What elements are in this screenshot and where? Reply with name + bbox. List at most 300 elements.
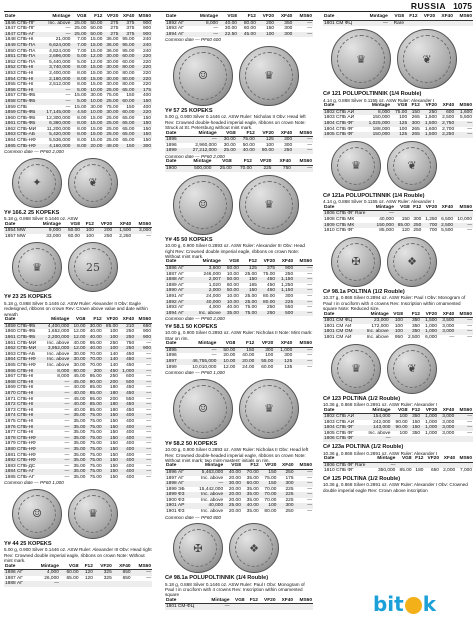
table-cell: 20.00 bbox=[224, 492, 242, 498]
table-cell: 250 bbox=[119, 346, 135, 352]
table-cell: 40.00 bbox=[237, 148, 256, 154]
table-cell: 5,536,000 bbox=[49, 138, 71, 144]
table-cell: 35.00 bbox=[73, 474, 86, 480]
column-header: XF40 bbox=[438, 408, 455, 414]
table-cell: 8.00 bbox=[77, 82, 87, 88]
table-cell: — bbox=[135, 469, 152, 475]
table-cell: 20.00 bbox=[236, 359, 255, 365]
catalog-description: 10.00 g, 0.900 Silver 0.2893 oz. ASW Ruler: Nicholas II Note: Mint mark: Star on rim. bbox=[165, 330, 313, 341]
table-cell: 250 bbox=[285, 509, 294, 515]
table-cell: 150,000 bbox=[362, 132, 391, 138]
table-cell: 25.00 bbox=[240, 300, 258, 306]
table-cell: 1850 СПБ-ПА bbox=[5, 48, 36, 54]
table-cell: 2,250 bbox=[119, 233, 132, 239]
table-cell: 3,000 bbox=[442, 430, 455, 436]
table-cell: — bbox=[307, 353, 312, 359]
table-cell: 1806 СПБ ФГ Rare bbox=[323, 462, 373, 468]
catalog-description: 10.37 g, 0.868 Silver 0.2894 oz. ASW Ruler: Paul I Obv: Monogram of Paul I in cruciform with 4 crowns Rev: Inscription within ornamented square Note: Reduced size. bbox=[323, 295, 466, 312]
table-cell: 450 bbox=[267, 282, 276, 288]
table-cell: 21,000 bbox=[55, 37, 71, 43]
table-cell: 550 bbox=[285, 305, 294, 311]
column-header: VF20 bbox=[421, 103, 438, 109]
table-cell: 125 bbox=[274, 359, 293, 365]
table-cell: 95.00 bbox=[89, 340, 102, 346]
table-cell: 3,000 bbox=[438, 425, 455, 431]
column-header: VG8 bbox=[389, 14, 405, 20]
column-header: MS60 bbox=[455, 408, 473, 414]
table-cell: 140 bbox=[109, 363, 118, 368]
table-cell: 1801 СМ ФЦ bbox=[323, 20, 362, 26]
mintage-table bbox=[165, 14, 313, 37]
table-cell: — bbox=[65, 26, 71, 32]
table-cell: 300 bbox=[277, 503, 294, 509]
column-header: Mintage bbox=[35, 222, 62, 228]
column-header: VG8 bbox=[222, 259, 240, 265]
table-cell: 60.00 bbox=[243, 26, 256, 32]
table-cell: 95.00 bbox=[122, 37, 135, 43]
table-cell: 350 bbox=[275, 20, 293, 26]
table-cell: 246,000 bbox=[203, 271, 221, 277]
table-cell: 1894 АГ bbox=[165, 311, 191, 317]
table-cell: 250 bbox=[421, 109, 438, 115]
coin-images bbox=[331, 237, 473, 287]
column-header: VF20 bbox=[257, 14, 275, 20]
table-cell: 15.00 bbox=[74, 93, 87, 99]
column-header: F12 bbox=[411, 205, 423, 211]
table-cell: 75.00 bbox=[89, 441, 102, 447]
table-cell: 60.00 bbox=[67, 233, 80, 239]
table-cell: 100 bbox=[390, 318, 404, 324]
table-cell: 15.00 bbox=[90, 126, 103, 132]
table-cell: 1900 ФЗ bbox=[166, 497, 185, 503]
table-cell: — bbox=[307, 509, 312, 515]
table-cell: — bbox=[295, 503, 313, 509]
table-cell: 1859 СПБ-ФБ bbox=[4, 110, 42, 116]
table-cell: 450 bbox=[258, 277, 276, 283]
table-cell: — bbox=[293, 359, 313, 365]
table-cell: 1,000 bbox=[421, 425, 438, 431]
column-header: Date bbox=[4, 317, 42, 323]
table-cell: 240 bbox=[142, 37, 151, 43]
table-cell: 1864 СПБ-НФ bbox=[5, 138, 36, 144]
table-row bbox=[4, 374, 152, 380]
mintage-table bbox=[323, 312, 473, 341]
table-cell: 250 bbox=[104, 233, 113, 239]
table-row bbox=[4, 99, 152, 105]
table-cell: 17,145,000 bbox=[42, 110, 72, 116]
table-cell: 150 bbox=[126, 104, 135, 110]
table-cell: — bbox=[467, 228, 472, 234]
table-cell: 20.00 bbox=[228, 509, 241, 515]
table-cell: 1802 СПБ АИ bbox=[323, 109, 362, 115]
table-cell: 150 bbox=[103, 458, 119, 464]
table-cell: — bbox=[65, 93, 71, 99]
column-header: F12 bbox=[246, 598, 259, 604]
table-cell: — bbox=[293, 32, 313, 38]
table-cell: 900 bbox=[142, 26, 151, 32]
table-cell: 40,000 bbox=[191, 300, 222, 306]
table-cell: — bbox=[135, 402, 152, 408]
table-cell: 200 bbox=[86, 369, 102, 375]
table-cell: 1856 СПБ-НІ bbox=[4, 88, 42, 94]
table-cell: 1872 СПБ-НІ bbox=[4, 402, 42, 408]
table-cell: 1877 СПБ-НІ bbox=[5, 430, 34, 436]
table-cell: 1847 СПБ-АГ bbox=[4, 32, 42, 38]
table-cell: 650 bbox=[135, 323, 152, 329]
column-header: F12 bbox=[233, 159, 253, 165]
table-cell bbox=[94, 581, 113, 587]
coin-reverse-image: ❦ bbox=[397, 29, 457, 89]
column-header: VF20 bbox=[255, 341, 274, 347]
table-cell: 1855 СПБ-НІ bbox=[5, 82, 34, 88]
table-cell: 75.00 bbox=[86, 447, 102, 453]
table-cell: 1846 СПБ-ПГ bbox=[4, 20, 42, 26]
column-header: Mintage bbox=[373, 456, 396, 462]
table-cell: — bbox=[295, 469, 313, 475]
table-cell: 100 bbox=[109, 329, 118, 335]
table-cell: 35.00 bbox=[246, 509, 259, 515]
table-cell: — bbox=[146, 430, 151, 436]
table-cell: — bbox=[307, 497, 312, 503]
table-cell: — bbox=[454, 223, 473, 229]
column-header: Mintage bbox=[42, 317, 70, 323]
table-cell: 10,010,000 bbox=[192, 364, 217, 370]
table-cell: 200 bbox=[109, 396, 118, 402]
table-cell: 30.00 bbox=[106, 82, 119, 88]
table-cell: 1875 СПБ-НІ bbox=[5, 418, 34, 424]
coin-images bbox=[331, 141, 473, 191]
coin-reverse-image: 25 bbox=[68, 242, 118, 292]
coin-images bbox=[173, 379, 313, 439]
table-cell: Inc. above bbox=[201, 497, 224, 503]
table-cell bbox=[438, 436, 455, 442]
table-cell: 120 bbox=[401, 228, 410, 234]
table-cell: 1863 СПБ-АБ bbox=[4, 132, 42, 138]
column-header: F12 bbox=[404, 312, 421, 318]
column-header: Date bbox=[165, 463, 191, 469]
column-header: MS60 bbox=[456, 456, 473, 462]
table-cell: 45.00 bbox=[73, 396, 86, 402]
table-cell: 25.00 bbox=[106, 115, 119, 121]
table-cell: 1879 СПБ-НФ bbox=[5, 441, 36, 447]
table-cell: 120 bbox=[84, 575, 93, 581]
table-cell: 125 bbox=[391, 132, 408, 138]
table-cell: 10.00 bbox=[217, 359, 236, 365]
table-row bbox=[323, 20, 473, 26]
table-cell: 6,624,000 bbox=[42, 43, 72, 49]
table-row bbox=[4, 447, 152, 453]
table-cell: 30.00 bbox=[224, 26, 237, 32]
table-cell: 36.00 bbox=[103, 43, 119, 49]
column-header: MS60 bbox=[455, 312, 473, 318]
table-cell: 1896 bbox=[166, 353, 177, 359]
table-footer: Common date — PF60 1,000 bbox=[4, 480, 64, 486]
table-cell: 3,000 bbox=[442, 323, 455, 329]
column-header: VG8 bbox=[212, 159, 232, 165]
column-header: F12 bbox=[237, 131, 256, 137]
column-header: MS60 bbox=[294, 259, 313, 265]
table-cell: 150 bbox=[135, 121, 152, 127]
table-cell: — bbox=[307, 486, 312, 492]
table-cell: 30.00 bbox=[103, 65, 119, 71]
column-header: Date bbox=[165, 341, 182, 347]
table-cell: 4,000 bbox=[208, 305, 221, 311]
table-cell: 95.00 bbox=[122, 48, 135, 54]
table-cell: 75.00 bbox=[244, 305, 257, 311]
table-cell: 1873 СПБ-НІ bbox=[5, 407, 34, 413]
table-cell: 60.00 bbox=[119, 54, 135, 60]
table-cell: 8.00 bbox=[71, 77, 87, 83]
table-cell: 80.00 bbox=[256, 148, 275, 154]
table-cell: 1861 СПБ-ФБ bbox=[4, 121, 42, 127]
table-cell: 75.00 bbox=[89, 463, 102, 469]
table-cell: — bbox=[64, 463, 70, 469]
table-cell: 200 bbox=[257, 20, 275, 26]
table-cell: 8,000 bbox=[362, 109, 391, 115]
table-cell: 8.00 bbox=[71, 121, 87, 127]
column-header: Mintage bbox=[191, 259, 222, 265]
table-cell: 20.00 bbox=[228, 475, 241, 481]
column-header: VG8 bbox=[217, 341, 236, 347]
table-cell: — bbox=[42, 99, 72, 105]
table-cell: 60.00 bbox=[226, 282, 239, 288]
table-cell: 175 bbox=[135, 88, 152, 94]
catalog-description: 10.00 g, 0.900 Silver 0.2893 oz. ASW Ruler: Nicholas II Obv: Head left Rev: Crowned double-headed imperial eagle, ribbons on crown Note: Without mint mark; two mint-masters' initials on rim. bbox=[165, 447, 309, 463]
table-cell: 3,000 bbox=[442, 419, 455, 425]
table-cell: 400 bbox=[126, 430, 135, 436]
table-cell: — bbox=[135, 391, 152, 397]
table-cell: 1810 СПБ ФГ bbox=[324, 228, 354, 234]
table-cell: 30.00 bbox=[103, 54, 119, 60]
table-cell: 35.00 bbox=[70, 469, 86, 475]
table-cell: 3,952,000 bbox=[42, 346, 70, 352]
table-cell: 12.00 bbox=[73, 329, 86, 335]
table-cell: 65.00 bbox=[119, 121, 135, 127]
table-cell: 154,000 bbox=[362, 414, 391, 420]
table-row bbox=[4, 458, 152, 464]
column-header: Mintage bbox=[362, 14, 388, 20]
table-cell: 150 bbox=[109, 474, 118, 480]
table-cell: — bbox=[307, 142, 312, 148]
catalog-title: Y# 58.2 50 KOPEKS bbox=[165, 440, 218, 447]
table-cell: 60.00 bbox=[242, 481, 260, 487]
catalog-title: Y# 166.2 25 KOPEKS bbox=[4, 209, 60, 216]
column-header: XF40 bbox=[119, 317, 135, 323]
table-cell: 265 bbox=[411, 126, 420, 132]
column-header: Date bbox=[4, 564, 32, 570]
table-cell: 1857 СПБ-ФБ bbox=[5, 93, 36, 99]
column-header: VF20 bbox=[253, 159, 272, 165]
table-cell: — bbox=[467, 334, 472, 340]
column-header: F12 bbox=[238, 14, 257, 20]
table-cell: 20.00 bbox=[228, 497, 241, 503]
table-cell: 1808 СПБ МК bbox=[324, 216, 355, 222]
table-cell: 36.00 bbox=[106, 37, 119, 43]
coin-reverse-image: ❖ bbox=[229, 523, 279, 573]
coin-images bbox=[12, 158, 152, 208]
table-cell: 1900 bbox=[165, 165, 183, 171]
catalog-description: 10.00 g, 0.900 Silver 0.2893 oz. ASW Ruler: Alexander III Obv: Head right Rev: Crowned double imperial eagle, ribbons on crown Note: Without mint mark. bbox=[165, 243, 305, 259]
table-cell: 500 bbox=[276, 311, 294, 317]
table-cell bbox=[80, 581, 94, 587]
table-cell: 30.00 bbox=[90, 93, 103, 99]
table-cell: 350 bbox=[412, 430, 421, 436]
table-cell: 300 bbox=[277, 481, 294, 487]
table-cell: 1809 СПБ МК bbox=[323, 223, 372, 229]
table-row bbox=[165, 604, 313, 610]
table-cell: 500 bbox=[119, 380, 135, 386]
column-header: Mintage bbox=[360, 312, 389, 318]
table-cell: 375 bbox=[258, 265, 276, 271]
table-cell: 30.00 bbox=[218, 137, 237, 143]
table-cell: 1893 АГ bbox=[166, 26, 184, 32]
table-cell: 70.00 bbox=[264, 486, 277, 492]
table-cell bbox=[259, 604, 277, 610]
column-header: Mintage bbox=[204, 598, 230, 604]
table-cell: 220 bbox=[135, 110, 152, 116]
table-cell: — bbox=[455, 132, 473, 138]
table-row bbox=[4, 234, 152, 240]
table-cell: Inc. above bbox=[47, 363, 70, 368]
table-cell: — bbox=[146, 385, 151, 391]
table-cell: — bbox=[42, 413, 70, 419]
table-cell: 2,500 bbox=[407, 334, 420, 340]
table-cell: 1892 АГ bbox=[165, 20, 192, 26]
table-cell: 100 bbox=[399, 115, 408, 121]
table-cell: 40.00 bbox=[86, 346, 102, 352]
column-header: MS60 bbox=[454, 14, 473, 20]
table-footer: Common date — PF60 800 bbox=[165, 514, 221, 520]
table-cell: 35.00 bbox=[246, 486, 259, 492]
table-cell: — bbox=[65, 104, 71, 110]
table-cell: 25.00 bbox=[244, 271, 257, 277]
table-cell: — bbox=[293, 347, 313, 353]
table-cell: 3,000 bbox=[132, 228, 152, 234]
table-cell: 1868 СПБ-НІ bbox=[4, 380, 42, 386]
table-cell: — bbox=[295, 481, 313, 487]
table-cell: 1847 СПБ-ПГ bbox=[5, 26, 35, 32]
table-cell: 15.00 bbox=[90, 138, 103, 144]
table-cell: 400 bbox=[142, 93, 151, 99]
coin-reverse-image: ❦ bbox=[387, 344, 437, 394]
table-cell: 1866 СПБ-НІ bbox=[4, 369, 42, 375]
table-cell: 4,824,000 bbox=[49, 48, 71, 54]
table-cell: — bbox=[294, 311, 313, 317]
coin-obverse-image: ✦ bbox=[12, 158, 62, 208]
table-footer: Common date — PF60 2,000 bbox=[165, 153, 225, 159]
catalog-title: C# 98.1a POLUPOLTINNIK (1/4 Rouble) bbox=[165, 575, 269, 582]
table-cell: 150,000 bbox=[372, 223, 395, 229]
table-cell: — bbox=[182, 347, 217, 353]
table-cell: — bbox=[42, 436, 70, 442]
column-header: F12 bbox=[236, 341, 255, 347]
table-cell: — bbox=[42, 32, 72, 38]
table-cell: — bbox=[146, 418, 151, 424]
table-cell: — bbox=[135, 380, 152, 386]
table-cell: 400 bbox=[119, 458, 135, 464]
table-cell: 40.00 bbox=[219, 20, 238, 26]
table-cell: 5.00 bbox=[71, 88, 87, 94]
column-header: XF40 bbox=[277, 598, 295, 604]
catalog-title: C# 121 POLUPOLTINNIK (1/4 Rouble) bbox=[323, 91, 422, 98]
table-cell: 12.00 bbox=[70, 335, 86, 341]
table-cell: 50.00 bbox=[217, 347, 236, 353]
table-cell: 5,420,000 bbox=[42, 132, 72, 138]
table-cell: 1848 СПБ-НІ bbox=[5, 37, 34, 43]
column-3 bbox=[323, 14, 473, 636]
table-cell: 220 bbox=[142, 59, 151, 65]
section-title: RUSSIA bbox=[410, 1, 446, 11]
table-cell: 1,000 bbox=[421, 329, 438, 335]
table-cell: 1861 СПБ-ФБ bbox=[4, 335, 42, 341]
table-cell: 75.00 bbox=[89, 452, 102, 458]
table-row bbox=[323, 335, 473, 341]
table-cell: — bbox=[42, 380, 70, 386]
table-cell: 25.00 bbox=[224, 503, 242, 509]
coin-obverse-image: ✠ bbox=[173, 523, 223, 573]
catalog-description: 5.18 g, 0.868 Silver 0.1446 oz. ASW Ruler: Alexander II Obv: Eagle redesigned, ribbons on crown Rev: Crown above value and date within wreath bbox=[4, 301, 148, 317]
table-cell: 188,000 bbox=[372, 126, 390, 132]
mintage-table bbox=[165, 598, 313, 610]
table-row bbox=[4, 581, 152, 587]
table-cell: — bbox=[64, 418, 70, 424]
table-cell: 250 bbox=[258, 311, 276, 317]
table-cell: 150 bbox=[240, 288, 258, 294]
column-header: Mintage bbox=[42, 14, 72, 20]
table-cell: — bbox=[182, 137, 217, 143]
table-cell: 100 bbox=[394, 323, 403, 329]
table-cell: 1901 АР bbox=[165, 503, 191, 509]
table-cell: 3,500 bbox=[438, 318, 455, 324]
table-cell: 2,512,000 bbox=[49, 82, 71, 88]
column-header: Date bbox=[323, 312, 360, 318]
table-cell: 1892 АГ bbox=[165, 300, 191, 306]
table-cell: 300 bbox=[135, 144, 152, 150]
column-header: XF40 bbox=[274, 341, 293, 347]
table-cell: 26,000 bbox=[44, 575, 59, 581]
table-row bbox=[4, 391, 152, 397]
catalog-title: C# 121a POLUPOLTINNIK (1/4 Rouble) bbox=[323, 192, 425, 199]
table-cell: 1882 СПБ-НФ bbox=[4, 458, 42, 464]
catalog-description: 4.14 g, 0.868 Silver 0.1155 oz. ASW Ruler: Alexander I bbox=[323, 199, 435, 205]
column-header: XF40 bbox=[436, 14, 454, 20]
table-cell: 350 bbox=[404, 329, 421, 335]
table-cell: 1860 СПБ-ФБ bbox=[5, 115, 36, 121]
table-cell: 220 bbox=[142, 82, 151, 88]
table-cell: 100 bbox=[265, 142, 274, 148]
table-cell: 100 bbox=[399, 126, 408, 132]
table-cell: 1880 СПБ-НФ bbox=[4, 447, 42, 453]
table-cell: — bbox=[64, 385, 70, 391]
mintage-table bbox=[165, 159, 313, 171]
column-header: Mintage bbox=[183, 159, 212, 165]
table-cell: 1804 СПБ ФГ bbox=[323, 425, 362, 431]
table-cell: 8,000 bbox=[57, 374, 70, 380]
table-cell: 1862 СПБ-МИ bbox=[5, 126, 37, 132]
table-cell: — bbox=[294, 288, 313, 294]
table-cell: 15.00 bbox=[87, 65, 103, 71]
column-header: MS60 bbox=[454, 205, 473, 211]
table-cell: 1899 bbox=[166, 364, 177, 370]
table-cell: 36.00 bbox=[106, 48, 119, 54]
table-cell: 85.00 bbox=[86, 391, 102, 397]
column-header: F12 bbox=[80, 564, 94, 570]
table-cell: 1,025,000 bbox=[362, 121, 391, 127]
column-header: MS60 bbox=[294, 598, 313, 604]
table-cell: — bbox=[64, 441, 70, 447]
column-header: XF40 bbox=[276, 259, 294, 265]
coin-images bbox=[12, 489, 152, 539]
